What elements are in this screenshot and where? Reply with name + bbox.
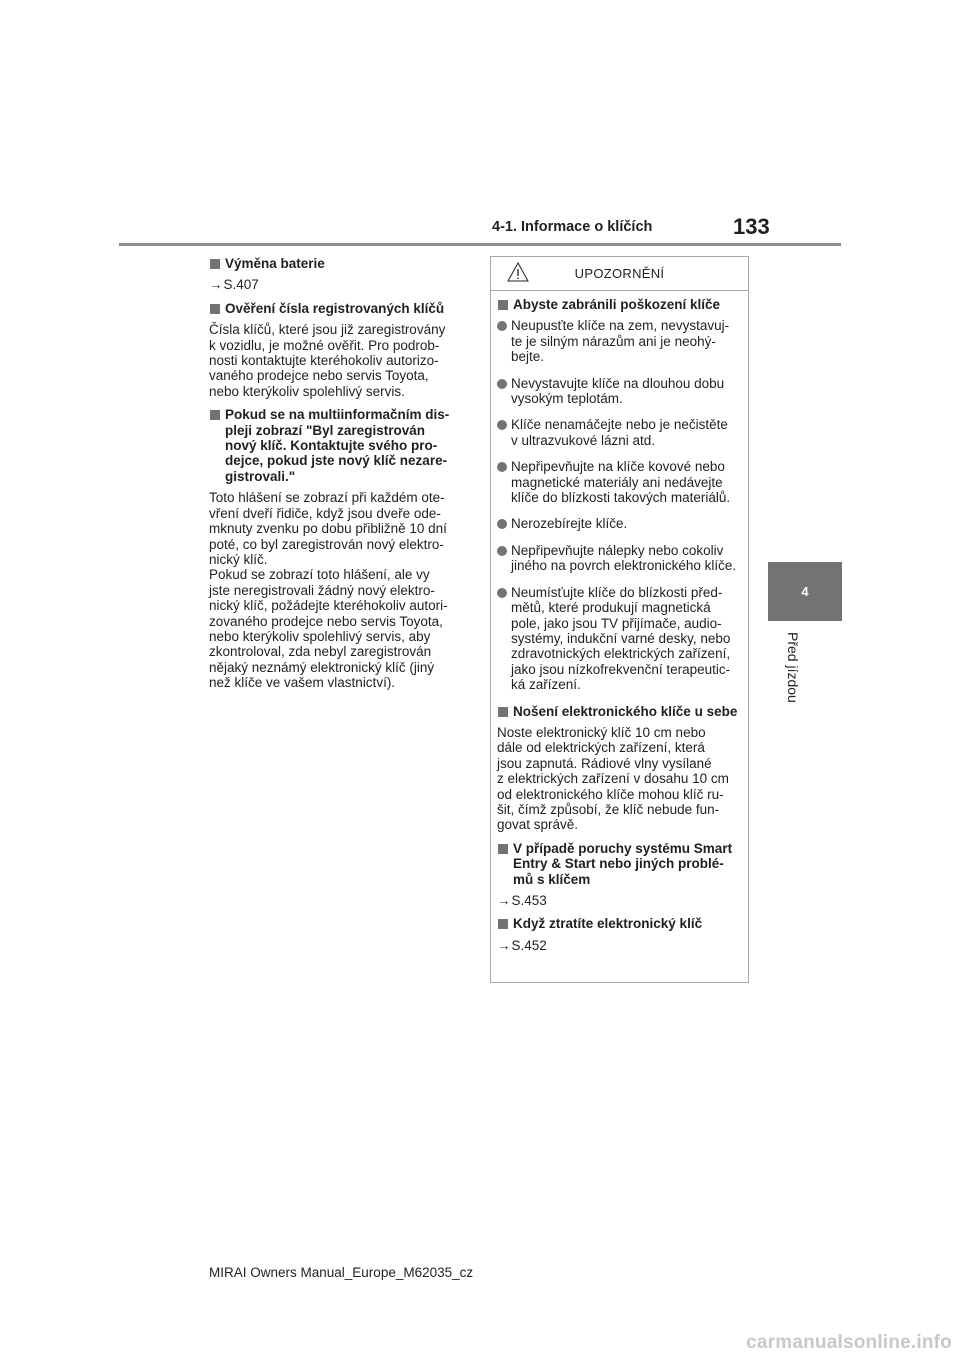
malfunction-ref-text: S.453 [511, 893, 547, 908]
warning-body [491, 291, 748, 953]
malfunction-heading-text: V případě poruchy systému Smart Entry & Start nebo jiných problé- mů s klíčem [513, 840, 733, 887]
list-item [497, 585, 742, 693]
square-bullet-icon [210, 259, 220, 269]
carrying-text: Noste elektronický klíč 10 cm nebo dále od elektrických zařízení, která jsou zapnutá. Rádiové vlny vysílané z elektrických zařízení v dosahu 10 cm od elektronického klíče mohou klíč ru- šit, čímž způsobí, že klíč nebude fun- govat správě. [497, 724, 729, 833]
chapter-tab [768, 562, 842, 621]
battery-ref-text: S.407 [223, 277, 259, 293]
warning-triangle-icon [507, 262, 529, 282]
list-item-text: Klíče nenamáčejte nebo je nečistěte v ultrazvukové lázni atd. [511, 417, 728, 448]
new-key-msg-heading [209, 407, 467, 484]
square-bullet-icon [498, 919, 508, 929]
lost-key-heading-text: Když ztratíte elektronický klíč [513, 916, 703, 932]
battery-heading [209, 256, 467, 271]
list-item-text: Neumísťujte klíče do blízkosti před- mětů, které produkují magnetická pole, jako jsou TV přijímače, audio- systémy, indukční varné desky, nebo zdravotnických elektrických zařízení, jako jsou nízkofrekvenční terapeutic- ká zařízení. [511, 584, 731, 693]
chapter-number: 4 [801, 584, 809, 599]
circle-bullet-icon [497, 420, 507, 430]
list-item [497, 516, 742, 531]
battery-heading-text: Výměna baterie [225, 256, 325, 271]
prevent-damage-heading [497, 297, 742, 312]
right-arrow-icon: → [209, 277, 223, 293]
prevent-damage-heading-text: Abyste zabránili poškození klíče [513, 297, 721, 312]
list-item-text: Nepřipevňujte nálepky nebo cokoliv jiného na povrch elektronického klíče. [511, 542, 737, 574]
header-rule [119, 243, 841, 246]
site-watermark: carmanualsonline.info [746, 1332, 952, 1353]
square-bullet-icon [498, 707, 508, 717]
circle-bullet-icon [497, 588, 507, 598]
list-item [497, 459, 742, 505]
section-title: 4-1. Informace o klíčích [492, 219, 653, 235]
right-arrow-icon: → [497, 893, 511, 908]
warning-header [491, 257, 748, 291]
malfunction-heading [497, 841, 742, 887]
circle-bullet-icon [497, 462, 507, 472]
square-bullet-icon [498, 844, 508, 854]
circle-bullet-icon [497, 321, 507, 331]
list-item-text: Nerozebírejte klíče. [511, 516, 628, 532]
key-count-text: Čísla klíčů, které jsou již zaregistrovány k vozidlu, je možné ověřit. Pro podrob- nosti kontaktujte kteréhokoliv autorizo- vaného prodejce nebo servis Toyota, nebo kterýkoliv spolehlivý servis. [209, 322, 446, 399]
right-arrow-icon: → [497, 937, 511, 953]
key-count-heading-text: Ověření čísla registrovaných klíčů [225, 300, 445, 316]
document-footer: MIRAI Owners Manual_Europe_M62035_cz [209, 1265, 474, 1280]
circle-bullet-icon [497, 379, 507, 389]
page-number: 133 [733, 214, 770, 239]
list-item [497, 318, 742, 364]
lost-key-heading [497, 916, 742, 931]
carrying-heading [497, 704, 742, 719]
new-key-msg-text: Toto hlášení se zobrazí při každém ote- vření dveří řidiče, když jsou dveře ode- mknuty zvenku po dobu přibližně 10 dní poté, co byl zaregistrován nový elektro- nický klíč. Pokud se zobrazí toto hlášení, ale vy jste neregistrovali žádný nový elektro- nický klíč, požádejte kteréhokoliv autori- zovaného prodejce nebo servis Toyota, nebo kterýkoliv spolehlivý servis, aby zkontroloval, zda nebyl zaregistrován nějaký neznámý elektronický klíč (jiný než klíče ve vašem vlastnictví). [209, 490, 448, 691]
new-key-msg-heading-text: Pokud se na multiinformačním dis- pleji zobrazí "Byl zaregistrován nový klíč. Kontaktujte svého pro- dejce, pokud jste nový klíč nezare- gistrovali." [225, 407, 450, 484]
malfunction-page-ref[interactable] [497, 893, 742, 908]
list-item [497, 376, 742, 407]
key-count-heading [209, 301, 467, 316]
left-column [209, 256, 467, 699]
list-item [497, 417, 742, 448]
square-bullet-icon [210, 410, 220, 420]
list-item-text: Nepřipevňujte na klíče kovové nebo magnetické materiály ani nedávejte klíče do blízkosti takových materiálů. [511, 459, 731, 506]
battery-page-ref[interactable] [209, 277, 467, 292]
circle-bullet-icon [497, 519, 507, 529]
warning-box [490, 256, 749, 983]
chapter-title: Před jízdou [785, 632, 801, 703]
square-bullet-icon [498, 300, 508, 310]
carrying-heading-text: Nošení elektronického klíče u sebe [513, 703, 738, 719]
warning-title: UPOZORNĚNÍ [574, 266, 665, 281]
list-item [497, 543, 742, 574]
list-item-text: Neupusťte klíče na zem, nevystavuj- te je silným nárazům ani je neohý- bejte. [511, 318, 730, 365]
lost-key-page-ref[interactable] [497, 938, 742, 953]
circle-bullet-icon [497, 546, 507, 556]
square-bullet-icon [210, 304, 220, 314]
lost-key-ref-text: S.452 [511, 937, 547, 953]
list-item-text: Nevystavujte klíče na dlouhou dobu vysokým teplotám. [511, 375, 725, 407]
